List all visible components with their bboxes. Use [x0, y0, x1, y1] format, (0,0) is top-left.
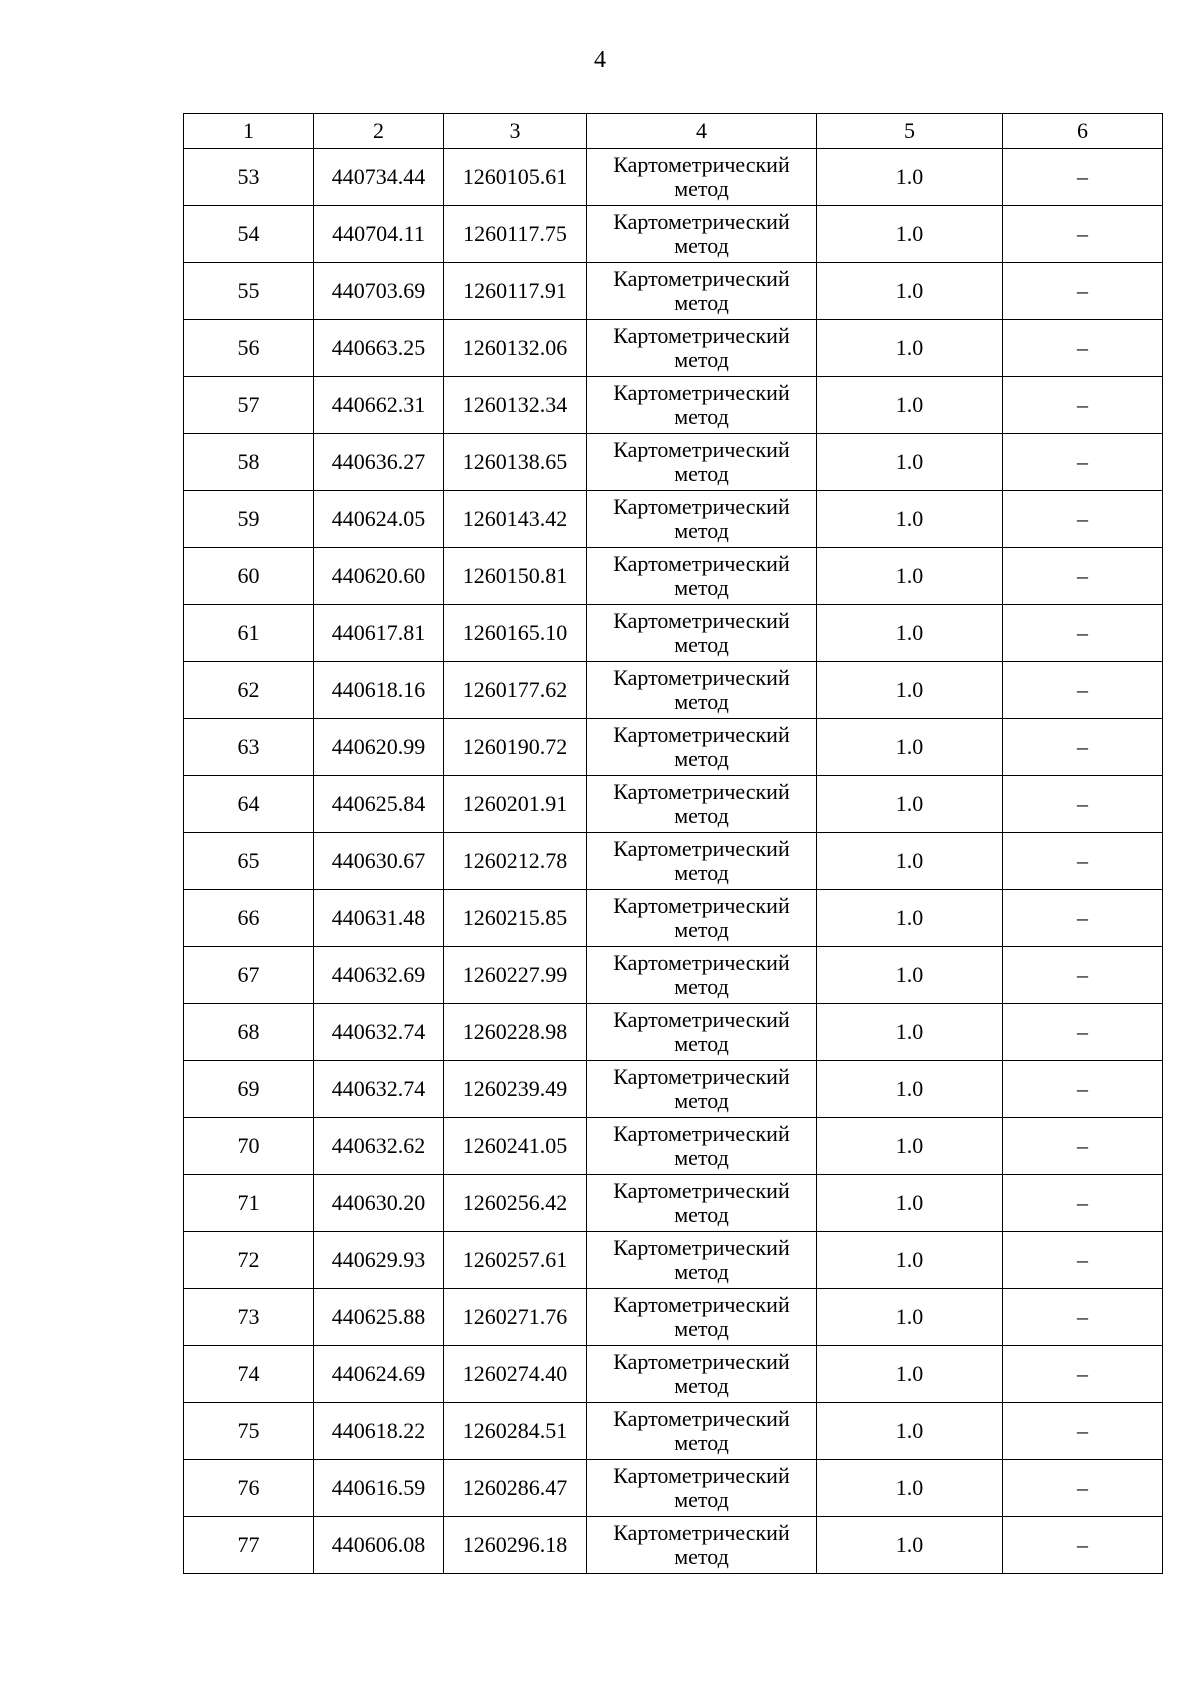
- method-line-2: метод: [674, 860, 729, 885]
- method-cell: [587, 1232, 817, 1289]
- method-cell: [587, 662, 817, 719]
- x-coordinate-cell: 440620.99: [314, 719, 444, 776]
- method-line-1: Картометрический: [613, 494, 790, 519]
- table-header-row: [184, 114, 1163, 149]
- accuracy-cell: 1.0: [817, 377, 1003, 434]
- method-cell: [587, 776, 817, 833]
- method-line-2: метод: [674, 689, 729, 714]
- method-line-2: метод: [674, 632, 729, 657]
- method-line-2: метод: [674, 347, 729, 372]
- accuracy-cell: 1.0: [817, 206, 1003, 263]
- x-coordinate-cell: 440620.60: [314, 548, 444, 605]
- accuracy-cell: 1.0: [817, 833, 1003, 890]
- method-line-1: Картометрический: [613, 608, 790, 633]
- y-coordinate-cell: 1260165.10: [444, 605, 587, 662]
- note-cell: –: [1003, 1289, 1163, 1346]
- method-cell: [587, 947, 817, 1004]
- note-cell: –: [1003, 149, 1163, 206]
- point-number-cell: 74: [184, 1346, 314, 1403]
- y-coordinate-cell: 1260274.40: [444, 1346, 587, 1403]
- note-cell: –: [1003, 1061, 1163, 1118]
- y-coordinate-cell: 1260239.49: [444, 1061, 587, 1118]
- table-body: [184, 149, 1163, 1574]
- point-number-cell: 53: [184, 149, 314, 206]
- y-coordinate-cell: 1260105.61: [444, 149, 587, 206]
- method-line-1: Картометрический: [613, 779, 790, 804]
- note-cell: –: [1003, 548, 1163, 605]
- point-number-cell: 63: [184, 719, 314, 776]
- y-coordinate-cell: 1260286.47: [444, 1460, 587, 1517]
- y-coordinate-cell: 1260296.18: [444, 1517, 587, 1574]
- method-line-1: Картометрический: [613, 1292, 790, 1317]
- note-cell: –: [1003, 1118, 1163, 1175]
- y-coordinate-cell: 1260190.72: [444, 719, 587, 776]
- method-line-2: метод: [674, 1430, 729, 1455]
- page-number: 4: [594, 47, 606, 73]
- x-coordinate-cell: 440630.67: [314, 833, 444, 890]
- method-line-2: метод: [674, 1373, 729, 1398]
- x-coordinate-cell: 440624.05: [314, 491, 444, 548]
- method-cell: [587, 434, 817, 491]
- accuracy-cell: 1.0: [817, 320, 1003, 377]
- method-line-2: метод: [674, 461, 729, 486]
- table-row: [184, 1118, 1163, 1175]
- note-cell: –: [1003, 434, 1163, 491]
- accuracy-cell: 1.0: [817, 605, 1003, 662]
- method-line-1: Картометрический: [613, 1463, 790, 1488]
- note-cell: –: [1003, 890, 1163, 947]
- note-cell: –: [1003, 1346, 1163, 1403]
- accuracy-cell: 1.0: [817, 1061, 1003, 1118]
- note-cell: –: [1003, 320, 1163, 377]
- note-cell: –: [1003, 1004, 1163, 1061]
- method-line-1: Картометрический: [613, 323, 790, 348]
- accuracy-cell: 1.0: [817, 434, 1003, 491]
- y-coordinate-cell: 1260132.34: [444, 377, 587, 434]
- method-line-1: Картометрический: [613, 722, 790, 747]
- point-number-cell: 67: [184, 947, 314, 1004]
- x-coordinate-cell: 440616.59: [314, 1460, 444, 1517]
- y-coordinate-cell: 1260256.42: [444, 1175, 587, 1232]
- note-cell: –: [1003, 491, 1163, 548]
- method-line-1: Картометрический: [613, 437, 790, 462]
- accuracy-cell: 1.0: [817, 1175, 1003, 1232]
- table-row: [184, 662, 1163, 719]
- note-cell: –: [1003, 719, 1163, 776]
- table-row: [184, 833, 1163, 890]
- accuracy-cell: 1.0: [817, 1517, 1003, 1574]
- column-header-1: 1: [184, 114, 314, 149]
- x-coordinate-cell: 440704.11: [314, 206, 444, 263]
- method-cell: [587, 1004, 817, 1061]
- method-line-2: метод: [674, 233, 729, 258]
- method-line-1: Картометрический: [613, 1121, 790, 1146]
- table-row: [184, 1403, 1163, 1460]
- table-row: [184, 434, 1163, 491]
- y-coordinate-cell: 1260215.85: [444, 890, 587, 947]
- table-row: [184, 1460, 1163, 1517]
- note-cell: –: [1003, 206, 1163, 263]
- method-cell: [587, 833, 817, 890]
- point-number-cell: 54: [184, 206, 314, 263]
- method-line-1: Картометрический: [613, 551, 790, 576]
- note-cell: –: [1003, 377, 1163, 434]
- y-coordinate-cell: 1260228.98: [444, 1004, 587, 1061]
- y-coordinate-cell: 1260271.76: [444, 1289, 587, 1346]
- y-coordinate-cell: 1260117.75: [444, 206, 587, 263]
- point-number-cell: 55: [184, 263, 314, 320]
- method-line-2: метод: [674, 176, 729, 201]
- x-coordinate-cell: 440631.48: [314, 890, 444, 947]
- method-line-1: Картометрический: [613, 1007, 790, 1032]
- note-cell: –: [1003, 1175, 1163, 1232]
- point-number-cell: 71: [184, 1175, 314, 1232]
- table-row: [184, 776, 1163, 833]
- method-line-1: Картометрический: [613, 1520, 790, 1545]
- accuracy-cell: 1.0: [817, 890, 1003, 947]
- x-coordinate-cell: 440632.62: [314, 1118, 444, 1175]
- method-cell: [587, 206, 817, 263]
- y-coordinate-cell: 1260150.81: [444, 548, 587, 605]
- accuracy-cell: 1.0: [817, 662, 1003, 719]
- point-number-cell: 73: [184, 1289, 314, 1346]
- accuracy-cell: 1.0: [817, 1403, 1003, 1460]
- method-cell: [587, 320, 817, 377]
- column-header-4: 4: [587, 114, 817, 149]
- x-coordinate-cell: 440630.20: [314, 1175, 444, 1232]
- point-number-cell: 57: [184, 377, 314, 434]
- table-row: [184, 1517, 1163, 1574]
- accuracy-cell: 1.0: [817, 719, 1003, 776]
- table-row: [184, 263, 1163, 320]
- method-cell: [587, 719, 817, 776]
- method-line-1: Картометрический: [613, 1064, 790, 1089]
- y-coordinate-cell: 1260257.61: [444, 1232, 587, 1289]
- method-line-1: Картометрический: [613, 209, 790, 234]
- accuracy-cell: 1.0: [817, 776, 1003, 833]
- column-header-2: 2: [314, 114, 444, 149]
- point-number-cell: 76: [184, 1460, 314, 1517]
- y-coordinate-cell: 1260241.05: [444, 1118, 587, 1175]
- accuracy-cell: 1.0: [817, 1289, 1003, 1346]
- table-row: [184, 491, 1163, 548]
- method-line-2: метод: [674, 974, 729, 999]
- point-number-cell: 70: [184, 1118, 314, 1175]
- point-number-cell: 72: [184, 1232, 314, 1289]
- method-line-2: метод: [674, 1031, 729, 1056]
- method-line-2: метод: [674, 746, 729, 771]
- method-line-2: метод: [674, 575, 729, 600]
- x-coordinate-cell: 440632.74: [314, 1061, 444, 1118]
- method-cell: [587, 890, 817, 947]
- method-line-1: Картометрический: [613, 266, 790, 291]
- method-cell: [587, 1460, 817, 1517]
- method-cell: [587, 1061, 817, 1118]
- method-line-2: метод: [674, 1088, 729, 1113]
- accuracy-cell: 1.0: [817, 947, 1003, 1004]
- column-header-3: 3: [444, 114, 587, 149]
- method-cell: [587, 149, 817, 206]
- method-cell: [587, 605, 817, 662]
- accuracy-cell: 1.0: [817, 263, 1003, 320]
- x-coordinate-cell: 440636.27: [314, 434, 444, 491]
- point-number-cell: 64: [184, 776, 314, 833]
- note-cell: –: [1003, 1517, 1163, 1574]
- method-cell: [587, 377, 817, 434]
- column-header-6: 6: [1003, 114, 1163, 149]
- accuracy-cell: 1.0: [817, 548, 1003, 605]
- method-line-2: метод: [674, 1544, 729, 1569]
- point-number-cell: 62: [184, 662, 314, 719]
- table-row: [184, 1061, 1163, 1118]
- note-cell: –: [1003, 833, 1163, 890]
- method-line-1: Картометрический: [613, 836, 790, 861]
- table-row: [184, 1232, 1163, 1289]
- accuracy-cell: 1.0: [817, 1118, 1003, 1175]
- method-cell: [587, 1403, 817, 1460]
- y-coordinate-cell: 1260227.99: [444, 947, 587, 1004]
- method-line-1: Картометрический: [613, 893, 790, 918]
- method-line-2: метод: [674, 1145, 729, 1170]
- point-number-cell: 59: [184, 491, 314, 548]
- x-coordinate-cell: 440618.22: [314, 1403, 444, 1460]
- method-line-1: Картометрический: [613, 1406, 790, 1431]
- method-line-2: метод: [674, 290, 729, 315]
- point-number-cell: 75: [184, 1403, 314, 1460]
- x-coordinate-cell: 440632.69: [314, 947, 444, 1004]
- x-coordinate-cell: 440632.74: [314, 1004, 444, 1061]
- method-line-1: Картометрический: [613, 1235, 790, 1260]
- method-line-1: Картометрический: [613, 152, 790, 177]
- table-row: [184, 377, 1163, 434]
- point-number-cell: 65: [184, 833, 314, 890]
- point-number-cell: 77: [184, 1517, 314, 1574]
- method-cell: [587, 263, 817, 320]
- x-coordinate-cell: 440734.44: [314, 149, 444, 206]
- note-cell: –: [1003, 947, 1163, 1004]
- table-row: [184, 1346, 1163, 1403]
- point-number-cell: 68: [184, 1004, 314, 1061]
- method-cell: [587, 548, 817, 605]
- method-line-2: метод: [674, 1316, 729, 1341]
- point-number-cell: 66: [184, 890, 314, 947]
- method-line-2: метод: [674, 1202, 729, 1227]
- table-row: [184, 320, 1163, 377]
- method-cell: [587, 1175, 817, 1232]
- table-row: [184, 890, 1163, 947]
- note-cell: –: [1003, 776, 1163, 833]
- table-row: [184, 1004, 1163, 1061]
- table-row: [184, 1175, 1163, 1232]
- method-line-1: Картометрический: [613, 950, 790, 975]
- x-coordinate-cell: 440625.88: [314, 1289, 444, 1346]
- method-cell: [587, 1346, 817, 1403]
- note-cell: –: [1003, 263, 1163, 320]
- method-line-2: метод: [674, 1487, 729, 1512]
- note-cell: –: [1003, 662, 1163, 719]
- table-row: [184, 149, 1163, 206]
- method-line-2: метод: [674, 1259, 729, 1284]
- method-cell: [587, 491, 817, 548]
- note-cell: –: [1003, 1403, 1163, 1460]
- method-line-1: Картометрический: [613, 1349, 790, 1374]
- method-line-1: Картометрический: [613, 1178, 790, 1203]
- note-cell: –: [1003, 1460, 1163, 1517]
- table-row: [184, 947, 1163, 1004]
- method-line-1: Картометрический: [613, 380, 790, 405]
- x-coordinate-cell: 440703.69: [314, 263, 444, 320]
- method-cell: [587, 1289, 817, 1346]
- method-line-1: Картометрический: [613, 665, 790, 690]
- coordinates-table: [183, 113, 1163, 1574]
- y-coordinate-cell: 1260143.42: [444, 491, 587, 548]
- x-coordinate-cell: 440629.93: [314, 1232, 444, 1289]
- y-coordinate-cell: 1260212.78: [444, 833, 587, 890]
- point-number-cell: 61: [184, 605, 314, 662]
- method-line-2: метод: [674, 917, 729, 942]
- point-number-cell: 60: [184, 548, 314, 605]
- y-coordinate-cell: 1260132.06: [444, 320, 587, 377]
- y-coordinate-cell: 1260201.91: [444, 776, 587, 833]
- point-number-cell: 69: [184, 1061, 314, 1118]
- table-row: [184, 548, 1163, 605]
- method-cell: [587, 1517, 817, 1574]
- y-coordinate-cell: 1260284.51: [444, 1403, 587, 1460]
- x-coordinate-cell: 440617.81: [314, 605, 444, 662]
- accuracy-cell: 1.0: [817, 1346, 1003, 1403]
- x-coordinate-cell: 440618.16: [314, 662, 444, 719]
- table-row: [184, 206, 1163, 263]
- y-coordinate-cell: 1260177.62: [444, 662, 587, 719]
- x-coordinate-cell: 440625.84: [314, 776, 444, 833]
- x-coordinate-cell: 440624.69: [314, 1346, 444, 1403]
- x-coordinate-cell: 440662.31: [314, 377, 444, 434]
- method-line-2: метод: [674, 404, 729, 429]
- table-row: [184, 605, 1163, 662]
- y-coordinate-cell: 1260138.65: [444, 434, 587, 491]
- table-row: [184, 719, 1163, 776]
- note-cell: –: [1003, 605, 1163, 662]
- method-cell: [587, 1118, 817, 1175]
- note-cell: –: [1003, 1232, 1163, 1289]
- x-coordinate-cell: 440663.25: [314, 320, 444, 377]
- accuracy-cell: 1.0: [817, 1004, 1003, 1061]
- accuracy-cell: 1.0: [817, 491, 1003, 548]
- method-line-2: метод: [674, 518, 729, 543]
- column-header-5: 5: [817, 114, 1003, 149]
- accuracy-cell: 1.0: [817, 1460, 1003, 1517]
- accuracy-cell: 1.0: [817, 149, 1003, 206]
- accuracy-cell: 1.0: [817, 1232, 1003, 1289]
- x-coordinate-cell: 440606.08: [314, 1517, 444, 1574]
- table-row: [184, 1289, 1163, 1346]
- y-coordinate-cell: 1260117.91: [444, 263, 587, 320]
- point-number-cell: 56: [184, 320, 314, 377]
- point-number-cell: 58: [184, 434, 314, 491]
- method-line-2: метод: [674, 803, 729, 828]
